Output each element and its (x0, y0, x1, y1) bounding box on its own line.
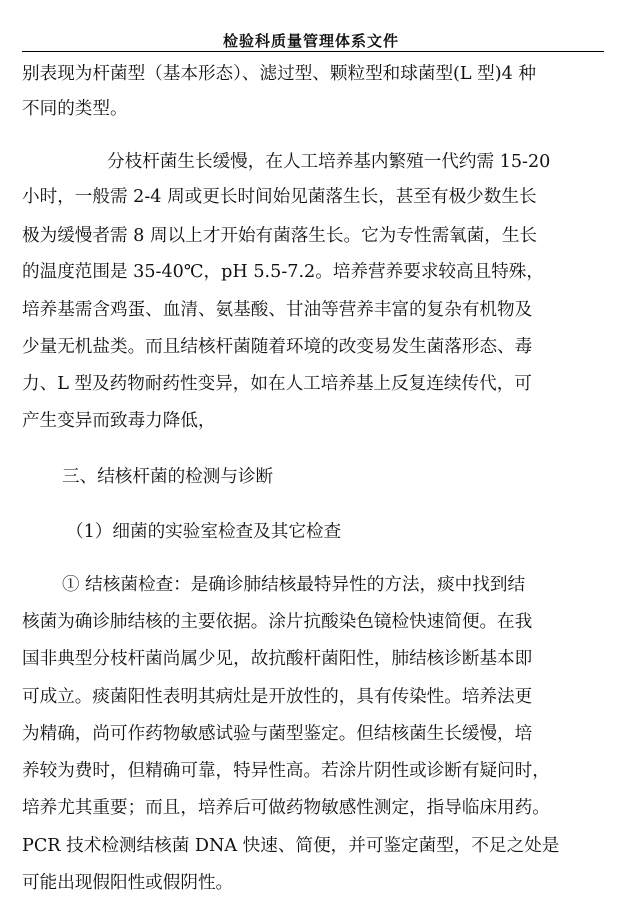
text-line: 养较为费时，但精确可靠，特异性高。若涂片阴性或诊断有疑问时， (22, 761, 550, 781)
text-line: 不同的类型。 (22, 99, 128, 119)
text-line: 为精确，尚可作药物敏感试验与菌型鉴定。但结核菌生长缓慢，培 (22, 724, 533, 744)
page-header-title: 检验科质量管理体系文件 (222, 32, 399, 50)
text-line: 国非典型分枝杆菌尚属少见，故抗酸杆菌阳性，肺结核诊断基本即 (22, 649, 533, 669)
text-line: 少量无机盐类。而且结核杆菌随着环境的改变易发生菌落形态、毒 (22, 337, 533, 357)
header-rule (22, 51, 604, 52)
text-line: 可成立。痰菌阳性表明其病灶是开放性的，具有传染性。培养法更 (22, 687, 533, 707)
text-line: 分枝杆菌生长缓慢，在人工培养基内繁殖一代约需 15-20 (107, 152, 551, 172)
text-line: 小时，一般需 2-4 周或更长时间始见菌落生长，甚至有极少数生长 (22, 187, 537, 207)
text-line: 培养尤其重要；而且，培养后可做药物敏感性测定，指导临床用药。 (22, 798, 550, 818)
text-line: 可能出现假阳性或假阴性。 (22, 873, 234, 893)
text-line: 别表现为杆菌型（基本形态）、滤过型、颗粒型和球菌型(L 型)4 种 (22, 64, 537, 84)
text-line: PCR 技术检测结核菌 DNA 快速、简便，并可鉴定菌型，不足之处是 (22, 836, 560, 856)
text-line: ① 结核菌检查：是确诊肺结核最特异性的方法，痰中找到结 (62, 575, 526, 595)
subsection-heading: （1）细菌的实验室检查及其它检查 (66, 522, 342, 542)
text-line: 的温度范围是 35-40℃，pH 5.5-7.2。培养营养要求较高且特殊， (22, 262, 544, 282)
text-line: 核菌为确诊肺结核的主要依据。涂片抗酸染色镜检快速简便。在我 (22, 612, 533, 632)
section-heading: 三、结核杆菌的检测与诊断 (62, 467, 274, 487)
text-line: 极为缓慢者需 8 周以上才开始有菌落生长。它为专性需氧菌，生长 (22, 226, 538, 246)
text-line: 力、L 型及药物耐药性变异，如在人工培养基上反复连续传代，可 (22, 374, 532, 394)
text-line: 产生变异而致毒力降低， (22, 411, 216, 431)
text-line: 培养基需含鸡蛋、血清、氨基酸、甘油等营养丰富的复杂有机物及 (22, 300, 533, 320)
